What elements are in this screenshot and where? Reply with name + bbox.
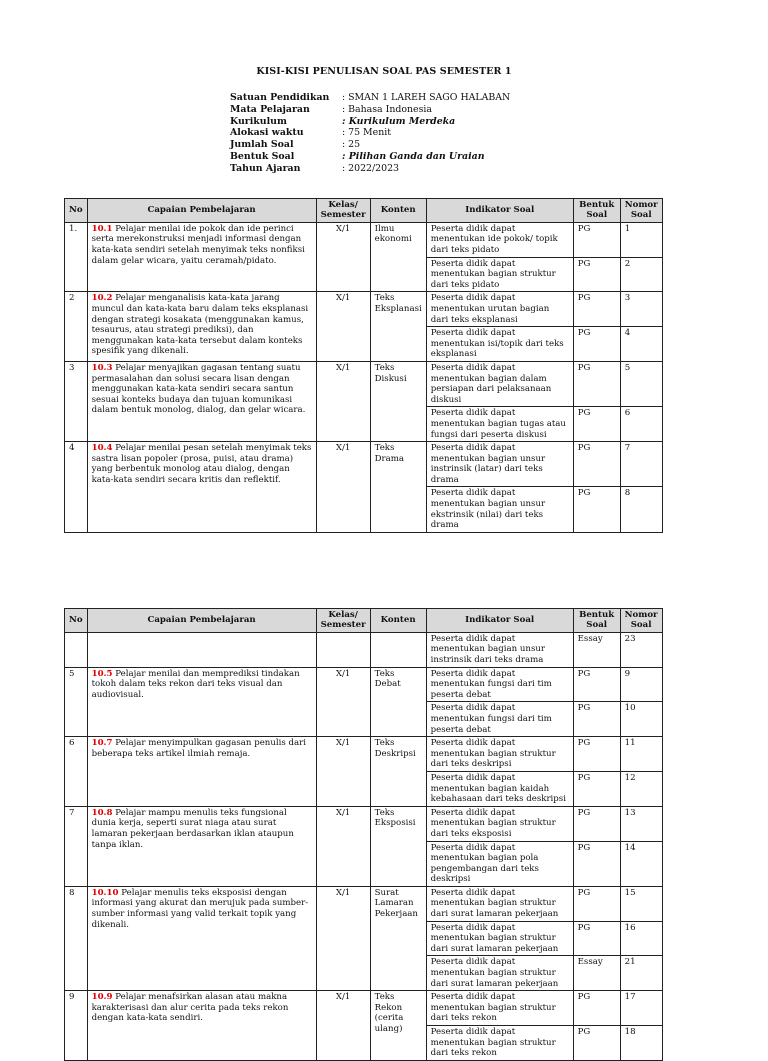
cell-konten bbox=[370, 632, 426, 667]
cp-text: Pelajar menilai pesan setelah menyimak teks sastra lisan popoler (prosa, puisi, atau drama) yang berbentuk monolog atau dialog, dengan kata-kata sendiri secara kritis dan reflektif. bbox=[91, 443, 312, 485]
cell-nomor: 9 bbox=[620, 667, 662, 702]
cell-no: 6 bbox=[65, 737, 88, 807]
cell-capaian bbox=[87, 222, 316, 292]
cp-text: Pelajar menganalisis kata-kata jarang muncul dan kata-kata baru dalam teks eksplanasi dengan strategi kosakata (menggunakan kamus, tesaurus, atau strategi prediksi), dan menggunakan kata-kata tersebut dalam konteks spesifik yang dikenali. bbox=[91, 293, 309, 357]
cell-konten: Teks Diskusi bbox=[370, 361, 426, 441]
cell-indikator: Peserta didik dapat menentukan bagian struktur dari teks deskripsi bbox=[426, 737, 573, 772]
cell-indikator: Peserta didik dapat menentukan bagian unsur instrinsik dari teks drama bbox=[426, 632, 573, 667]
cell-indikator: Peserta didik dapat menentukan bagian struktur dari teks pidato bbox=[426, 257, 573, 292]
cell-nomor: 14 bbox=[620, 841, 662, 886]
cell-konten: Teks Rekon (cerita ulang) bbox=[370, 991, 426, 1061]
meta-value: : 2022/2023 bbox=[342, 162, 400, 174]
cell-nomor: 8 bbox=[620, 487, 662, 532]
cell-konten: Teks Debat bbox=[370, 667, 426, 737]
cell-indikator: Peserta didik dapat menentukan urutan bagian dari teks eksplanasi bbox=[426, 292, 573, 327]
cell-indikator: Peserta didik dapat menentukan bagian struktur dari surat lamaran pekerjaan bbox=[426, 956, 573, 991]
cell-bentuk: PG bbox=[573, 361, 620, 406]
header-no: No bbox=[65, 609, 88, 633]
kisi-kisi-table-2 bbox=[64, 608, 663, 1061]
cell-nomor: 3 bbox=[620, 292, 662, 327]
header-nomor: Nomor Soal bbox=[620, 609, 662, 633]
table-row bbox=[65, 667, 663, 702]
cell-indikator: Peserta didik dapat menentukan bagian kaidah kebahasaan dari teks deskripsi bbox=[426, 771, 573, 806]
meta-value: : Pilihan Ganda dan Uraian bbox=[342, 150, 485, 162]
meta-label: Bentuk Soal bbox=[230, 150, 295, 162]
cell-no: 7 bbox=[65, 806, 88, 886]
header-no: No bbox=[65, 199, 88, 223]
cell-nomor: 15 bbox=[620, 886, 662, 921]
cp-code: 10.10 bbox=[91, 887, 119, 898]
cell-nomor: 4 bbox=[620, 327, 662, 362]
table-row bbox=[65, 222, 663, 257]
table-row bbox=[65, 632, 663, 667]
cell-kelas: X/1 bbox=[316, 222, 370, 292]
cp-code: 10.8 bbox=[91, 807, 113, 818]
header-konten: Konten bbox=[370, 199, 426, 223]
cell-nomor: 23 bbox=[620, 632, 662, 667]
header-bentuk: Bentuk Soal bbox=[573, 199, 620, 223]
table-row bbox=[65, 361, 663, 406]
cell-indikator: Peserta didik dapat menentukan fungsi dari tim peserta debat bbox=[426, 667, 573, 702]
cell-kelas: X/1 bbox=[316, 806, 370, 886]
cell-indikator: Peserta didik dapat menentukan bagian unsur ekstrinsik (nilai) dari teks drama bbox=[426, 487, 573, 532]
cell-bentuk: PG bbox=[573, 487, 620, 532]
cell-bentuk: PG bbox=[573, 1026, 620, 1061]
cell-konten: Teks Deskripsi bbox=[370, 737, 426, 807]
cell-konten: Teks Drama bbox=[370, 442, 426, 533]
meta-label: Mata Pelajaran bbox=[230, 103, 310, 115]
meta-value: : Bahasa Indonesia bbox=[342, 103, 432, 115]
cell-no: 3 bbox=[65, 361, 88, 441]
meta-row bbox=[230, 127, 510, 139]
meta-row bbox=[230, 163, 510, 175]
cell-nomor: 21 bbox=[620, 956, 662, 991]
cp-text: Pelajar menilai ide pokok dan ide perinci serta merekonstruksi menjadi informasi dengan kata-kata sendiri setelah menyimak teks nonfiksi dalam gelar wicara, yaitu ceramah/pidato. bbox=[91, 223, 305, 266]
cp-code: 10.9 bbox=[91, 992, 113, 1003]
table-row bbox=[65, 991, 663, 1026]
table-row bbox=[65, 886, 663, 921]
cell-konten: Teks Eksposisi bbox=[370, 806, 426, 886]
cell-nomor: 18 bbox=[620, 1026, 662, 1061]
cell-capaian bbox=[87, 361, 316, 441]
meta-label: Kurikulum bbox=[230, 115, 287, 127]
cell-nomor: 5 bbox=[620, 361, 662, 406]
meta-label: Jumlah Soal bbox=[230, 139, 294, 151]
meta-label: Alokasi waktu bbox=[230, 127, 304, 139]
header-indikator: Indikator Soal bbox=[426, 609, 573, 633]
cell-indikator: Peserta didik dapat menentukan bagian struktur dari surat lamaran pekerjaan bbox=[426, 886, 573, 921]
cell-indikator: Peserta didik dapat menentukan bagian tugas atau fungsi dari peserta diskusi bbox=[426, 407, 573, 442]
cell-kelas: X/1 bbox=[316, 667, 370, 737]
cell-capaian bbox=[87, 632, 316, 667]
cell-indikator: Peserta didik dapat menentukan isi/topik dari teks eksplanasi bbox=[426, 327, 573, 362]
cell-capaian bbox=[87, 292, 316, 362]
cell-bentuk: PG bbox=[573, 886, 620, 921]
cell-indikator: Peserta didik dapat menentukan bagian unsur instrinsik (latar) dari teks drama bbox=[426, 442, 573, 487]
header-capaian: Capaian Pembelajaran bbox=[87, 199, 316, 223]
cell-kelas: X/1 bbox=[316, 361, 370, 441]
cell-indikator: Peserta didik dapat menentukan bagian struktur dari teks rekon bbox=[426, 991, 573, 1026]
kisi-kisi-table-1 bbox=[64, 198, 663, 533]
cp-code: 10.4 bbox=[91, 443, 113, 454]
cell-indikator: Peserta didik dapat menentukan bagian struktur dari teks rekon bbox=[426, 1026, 573, 1061]
header-kelas: Kelas/ Semester bbox=[316, 609, 370, 633]
cell-indikator: Peserta didik dapat menentukan bagian pola pengembangan dari teks deskripsi bbox=[426, 841, 573, 886]
cell-konten: Teks Eksplanasi bbox=[370, 292, 426, 362]
cell-bentuk: PG bbox=[573, 841, 620, 886]
table-row bbox=[65, 737, 663, 772]
document-title: KISI-KISI PENULISAN SOAL PAS SEMESTER 1 bbox=[256, 66, 512, 77]
cell-nomor: 13 bbox=[620, 806, 662, 841]
cell-capaian bbox=[87, 442, 316, 533]
cp-text: Pelajar menyajikan gagasan tentang suatu permasalahan dan solusi secara lisan dengan menggunakan kata-kata sendiri secara santun sesuai konteks budaya dan tujuan komunikasi dalam bentuk monolog, dialog, dan gelar wicara. bbox=[91, 362, 306, 416]
cp-text: Pelajar menafsirkan alasan atau makna karakterisasi dan alur cerita pada teks rekon dengan kata-kata sendiri. bbox=[91, 992, 289, 1024]
meta-row bbox=[230, 92, 510, 104]
cell-indikator: Peserta didik dapat menentukan bagian struktur dari teks eksposisi bbox=[426, 806, 573, 841]
meta-value: : Kurikulum Merdeka bbox=[342, 115, 456, 127]
table-header-row bbox=[65, 609, 663, 633]
header-nomor: Nomor Soal bbox=[620, 199, 662, 223]
cp-text: Pelajar menulis teks eksposisi dengan informasi yang akurat dan merujuk pada sumber-sumber informasi yang valid terkait topik yang dikenali. bbox=[91, 887, 309, 930]
cp-code: 10.2 bbox=[91, 293, 113, 304]
cell-nomor: 7 bbox=[620, 442, 662, 487]
cell-kelas bbox=[316, 632, 370, 667]
header-indikator: Indikator Soal bbox=[426, 199, 573, 223]
cell-kelas: X/1 bbox=[316, 737, 370, 807]
meta-value: : 25 bbox=[342, 139, 361, 151]
cell-nomor: 12 bbox=[620, 771, 662, 806]
table-row bbox=[65, 292, 663, 327]
cell-indikator: Peserta didik dapat menentukan bagian dalam persiapan dari pelaksanaan diskusi bbox=[426, 361, 573, 406]
cell-indikator: Peserta didik dapat menentukan ide pokok/ topik dari teks pidato bbox=[426, 222, 573, 257]
cell-capaian bbox=[87, 806, 316, 886]
cell-no: 1. bbox=[65, 222, 88, 292]
cell-indikator: Peserta didik dapat menentukan bagian struktur dari surat lamaran pekerjaan bbox=[426, 921, 573, 956]
cell-bentuk: PG bbox=[573, 222, 620, 257]
cell-nomor: 17 bbox=[620, 991, 662, 1026]
cell-bentuk: PG bbox=[573, 771, 620, 806]
cell-no: 5 bbox=[65, 667, 88, 737]
cell-nomor: 1 bbox=[620, 222, 662, 257]
cell-capaian bbox=[87, 737, 316, 807]
cell-bentuk: PG bbox=[573, 737, 620, 772]
cell-nomor: 11 bbox=[620, 737, 662, 772]
cell-nomor: 10 bbox=[620, 702, 662, 737]
cell-kelas: X/1 bbox=[316, 292, 370, 362]
meta-label: Tahun Ajaran bbox=[230, 162, 301, 174]
cell-bentuk: PG bbox=[573, 292, 620, 327]
cell-no bbox=[65, 632, 88, 667]
cell-capaian bbox=[87, 886, 316, 990]
cell-no: 9 bbox=[65, 991, 88, 1061]
meta-row bbox=[230, 104, 510, 116]
meta-value: : SMAN 1 LAREH SAGO HALABAN bbox=[342, 92, 511, 103]
header-kelas: Kelas/ Semester bbox=[316, 199, 370, 223]
cp-code: 10.3 bbox=[91, 362, 113, 373]
meta-row bbox=[230, 151, 510, 163]
table-row bbox=[65, 442, 663, 487]
cell-bentuk: Essay bbox=[573, 632, 620, 667]
cp-code: 10.1 bbox=[91, 223, 113, 234]
meta-info bbox=[230, 92, 510, 175]
cell-bentuk: PG bbox=[573, 327, 620, 362]
cell-no: 2 bbox=[65, 292, 88, 362]
cell-kelas: X/1 bbox=[316, 886, 370, 990]
cell-no: 8 bbox=[65, 886, 88, 990]
cell-nomor: 6 bbox=[620, 407, 662, 442]
cell-bentuk: PG bbox=[573, 921, 620, 956]
cell-bentuk: PG bbox=[573, 806, 620, 841]
cell-nomor: 2 bbox=[620, 257, 662, 292]
cell-konten: Ilmu ekonomi bbox=[370, 222, 426, 292]
cell-kelas: X/1 bbox=[316, 991, 370, 1061]
cp-code: 10.5 bbox=[91, 668, 113, 679]
cell-capaian bbox=[87, 991, 316, 1061]
header-konten: Konten bbox=[370, 609, 426, 633]
cell-bentuk: PG bbox=[573, 702, 620, 737]
cp-text: Pelajar menilai dan memprediksi tindakan tokoh dalam teks rekon dari teks visual dan audiovisual. bbox=[91, 668, 300, 700]
cell-indikator: Peserta didik dapat menentukan fungsi dari tim peserta debat bbox=[426, 702, 573, 737]
cell-bentuk: PG bbox=[573, 667, 620, 702]
cell-konten: Surat Lamaran Pekerjaan bbox=[370, 886, 426, 990]
cell-kelas: X/1 bbox=[316, 442, 370, 533]
cell-nomor: 16 bbox=[620, 921, 662, 956]
header-bentuk: Bentuk Soal bbox=[573, 609, 620, 633]
cell-no: 4 bbox=[65, 442, 88, 533]
cell-bentuk: PG bbox=[573, 407, 620, 442]
meta-row bbox=[230, 139, 510, 151]
cp-text: Pelajar menyimpulkan gagasan penulis dari beberapa teks artikel ilmiah remaja. bbox=[91, 738, 306, 759]
meta-value: : 75 Menit bbox=[342, 127, 391, 139]
cell-bentuk: PG bbox=[573, 991, 620, 1026]
meta-label: Satuan Pendidikan bbox=[230, 92, 330, 103]
cell-bentuk: PG bbox=[573, 257, 620, 292]
meta-row bbox=[230, 116, 510, 128]
cell-bentuk: PG bbox=[573, 442, 620, 487]
cell-bentuk: Essay bbox=[573, 956, 620, 991]
table-row bbox=[65, 806, 663, 841]
cell-capaian bbox=[87, 667, 316, 737]
cp-code: 10.7 bbox=[91, 738, 113, 749]
header-capaian: Capaian Pembelajaran bbox=[87, 609, 316, 633]
table-header-row bbox=[65, 199, 663, 223]
cp-text: Pelajar mampu menulis teks fungsional dunia kerja, seperti surat niaga atau surat lamaran pekerjaan berdasarkan iklan ataupun tanpa iklan. bbox=[91, 807, 294, 850]
